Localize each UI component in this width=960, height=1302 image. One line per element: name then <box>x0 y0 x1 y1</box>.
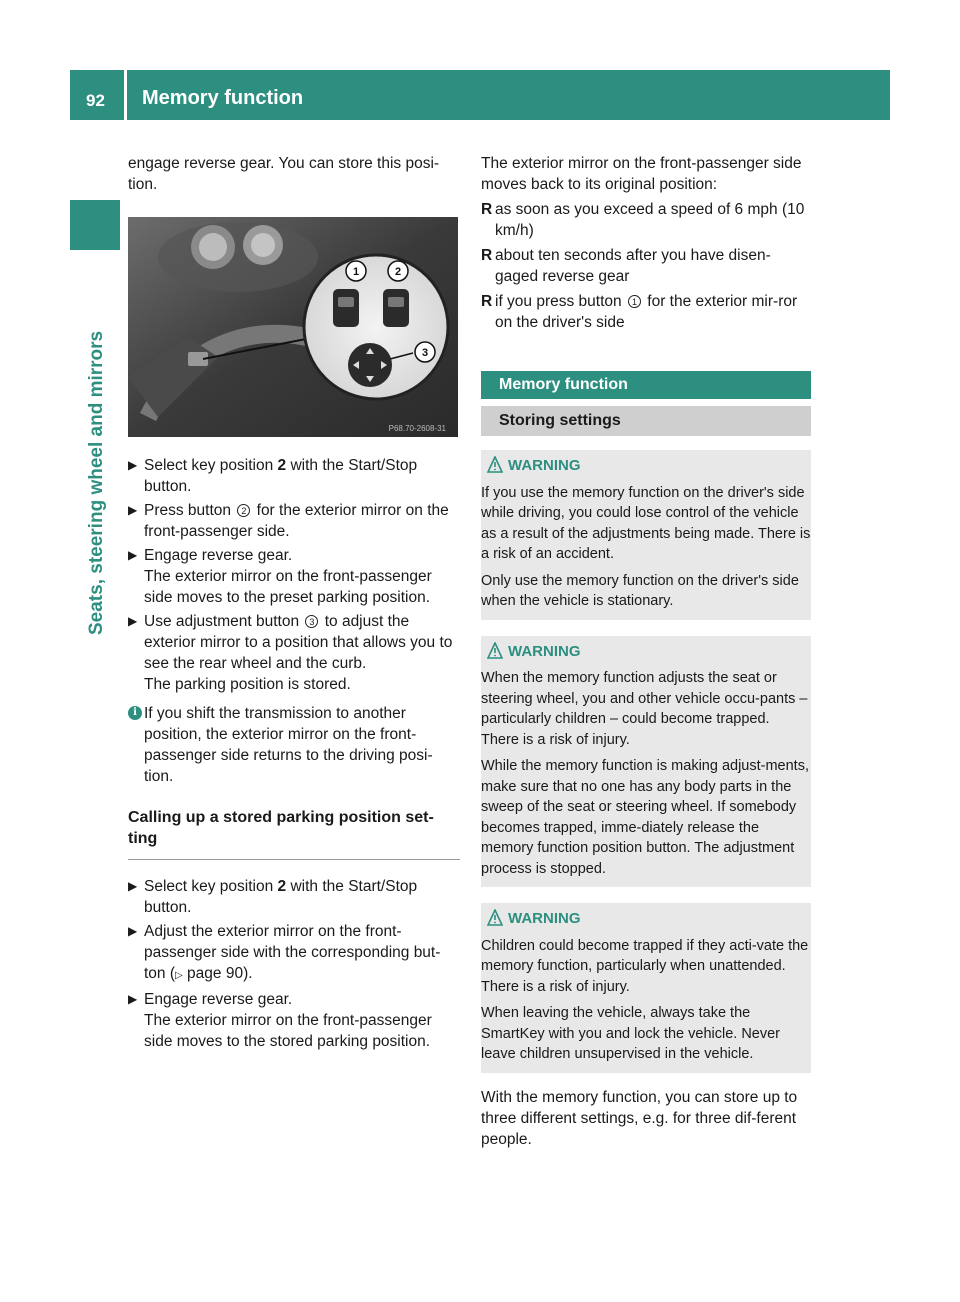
warning-title: WARNING <box>481 909 811 930</box>
step-result: The exterior mirror on the front-passenger side moves to the preset parking position. <box>144 568 432 606</box>
instruction-step: ▶ Select key position 2 with the Start/Stop button. <box>128 878 418 916</box>
step-arrow-icon: ▶ <box>128 924 138 938</box>
right-intro: The exterior mirror on the front-passenger side moves back to its original position: <box>481 155 802 193</box>
warning-box <box>481 636 811 888</box>
warning-text: Children could become trapped if they acti-vate the memory function, particularly when unattended. There is a risk of injury. <box>481 937 809 995</box>
step-result: The parking position is stored. <box>144 676 351 693</box>
warning-box <box>481 903 811 1073</box>
right-column <box>481 153 811 1150</box>
warning-text: When leaving the vehicle, always take the SmartKey with you and lock the vehicle. Never leave children unsupervised in the vehicle. <box>481 1005 780 1062</box>
section-heading: Memory function <box>481 371 811 399</box>
info-icon: i <box>128 706 142 720</box>
warning-text: When the memory function adjusts the seat or steering wheel, you and other vehicle occu-pants – particularly children – could become trapped. There is a risk of injury. <box>481 670 808 748</box>
subsection-heading: Storing settings <box>481 406 811 436</box>
button-ref-icon: 3 <box>305 615 318 628</box>
warning-text: Only use the memory function on the driver's side when the vehicle is stationary. <box>481 572 799 609</box>
list-item: R about ten seconds after you have disen-gaged reverse gear <box>481 247 771 285</box>
step-arrow-icon: ▶ <box>128 503 138 517</box>
step-result: The exterior mirror on the front-passenger side moves to the stored parking position. <box>144 1012 432 1050</box>
info-note: i If you shift the transmission to another position, the exterior mirror on the front-passenger side returns to the driving posi-tion. <box>128 703 460 787</box>
instruction-step: ▶ Use adjustment button 3 to adjust the exterior mirror to a position that allows you to see the rear wheel and the curb. The parking position is stored. <box>128 611 460 695</box>
step-arrow-icon: ▶ <box>128 548 138 562</box>
bullet-icon: R <box>481 293 493 310</box>
list-item: R if you press button 1 for the exterior mir-ror on the driver's side <box>481 293 798 331</box>
subsection-heading: Calling up a stored parking position set-ting <box>128 807 460 860</box>
warning-triangle-icon <box>487 909 503 927</box>
page-reference-link[interactable]: page 90 <box>187 965 244 982</box>
warning-title: WARNING <box>481 456 811 477</box>
bullet-icon: R <box>481 247 493 264</box>
callout-2: 2 <box>394 266 402 278</box>
warning-box <box>481 450 811 620</box>
mirror-controls-photo <box>128 217 458 437</box>
warning-title: WARNING <box>481 642 811 663</box>
page-title: Memory function <box>142 87 304 109</box>
callout-3: 3 <box>421 347 429 359</box>
warning-text: If you use the memory function on the driver's side while driving, you could lose control of the vehicle as a result of the adjustments being made. There is a risk of an accident. <box>481 484 811 562</box>
step-arrow-icon: ▶ <box>128 614 138 628</box>
left-intro: engage reverse gear. You can store this posi-tion. <box>128 155 440 193</box>
instruction-step: ▶ Adjust the exterior mirror on the front-passenger side with the corresponding but-ton (▷ page 90). <box>128 923 441 982</box>
section-tab-marker <box>70 200 120 250</box>
instruction-step: ▶ Press button 2 for the exterior mirror on the front-passenger side. <box>128 502 449 540</box>
section-sidebar-title: Seats, steering wheel and mirrors <box>86 330 107 635</box>
closing-paragraph: With the memory function, you can store up to three different settings, e.g. for three dif-ferent people. <box>481 1088 798 1148</box>
page-header <box>70 70 890 120</box>
header-divider <box>124 70 127 120</box>
warning-text: While the memory function is making adjust-ments, make sure that no one has any body parts in the sweep of the seat or steering wheel. If somebody becomes trapped, imme-diately release the memory function position button. The adjustment process is stopped. <box>481 758 809 877</box>
step-arrow-icon: ▶ <box>128 458 138 472</box>
step-arrow-icon: ▶ <box>128 992 138 1006</box>
instruction-step: ▶ Engage reverse gear. The exterior mirror on the front-passenger side moves to the preset parking position. <box>128 545 460 608</box>
step-arrow-icon: ▶ <box>128 879 138 893</box>
page-ref-arrow-icon: ▷ <box>175 970 183 981</box>
list-item: R as soon as you exceed a speed of 6 mph (10 km/h) <box>481 201 805 239</box>
instruction-step: ▶ Select key position 2 with the Start/Stop button. <box>128 457 418 495</box>
button-ref-icon: 1 <box>628 295 641 308</box>
page-number: 92 <box>86 91 105 110</box>
warning-triangle-icon <box>487 456 503 474</box>
button-ref-icon: 2 <box>237 504 250 517</box>
callout-1: 1 <box>352 266 360 278</box>
image-code: P68.70-2608-31 <box>388 424 446 433</box>
left-column <box>128 153 460 1055</box>
bullet-icon: R <box>481 201 493 218</box>
warning-triangle-icon <box>487 642 503 660</box>
instruction-step: ▶ Engage reverse gear. The exterior mirror on the front-passenger side moves to the stored parking position. <box>128 989 460 1052</box>
